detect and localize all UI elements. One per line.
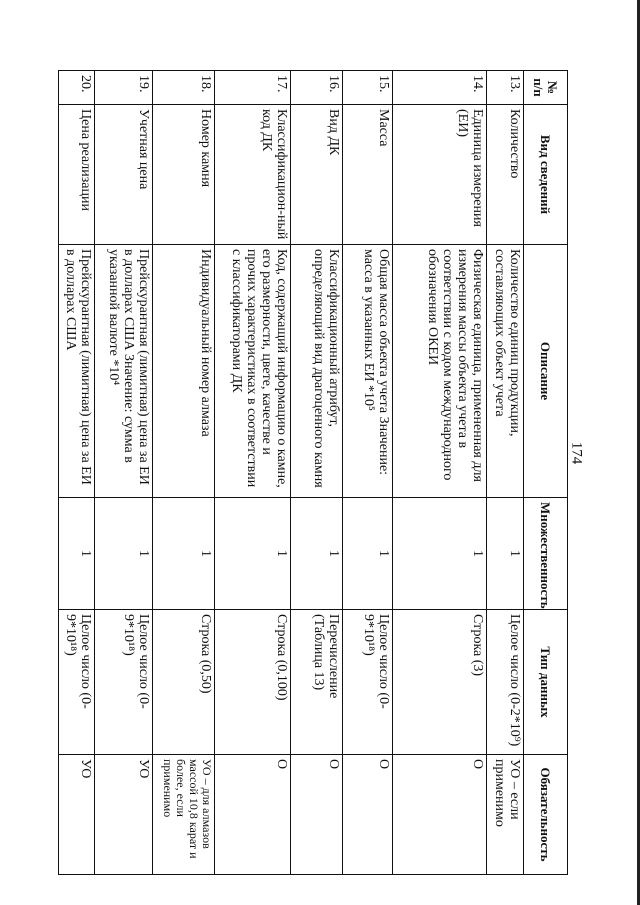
row-kind: Количество <box>487 105 524 245</box>
row-description: Прейскурантная (лимитная) цена за ЕИ в долларах США <box>59 245 95 498</box>
row-description: Прейскурантная (лимитная) цена за ЕИ в долларах США Значение: сумма в указанной валюте *10⁴ <box>95 245 153 498</box>
table-row <box>95 71 153 875</box>
row-kind: Цена реализации <box>59 105 95 245</box>
row-description: Количество единиц продукции, составляющих объект учета <box>487 245 524 498</box>
row-kind: Учетная цена <box>95 105 153 245</box>
row-multiplicity: 1 <box>59 498 95 610</box>
row-required: О <box>393 755 487 875</box>
row-num: 17. <box>215 71 291 105</box>
row-num: 18. <box>153 71 215 105</box>
row-required: О <box>215 755 291 875</box>
table-row <box>215 71 291 875</box>
row-multiplicity: 1 <box>291 498 343 610</box>
row-description: Физическая единица, примененная для измерения массы объекта учета в соответствии с кодом международного обозначения ОКЕИ <box>393 245 487 498</box>
rotated-table-container <box>63 70 568 874</box>
row-required: УО <box>59 755 95 875</box>
row-datatype: Целое число (0-9*10¹⁸) <box>95 610 153 755</box>
row-multiplicity: 1 <box>487 498 524 610</box>
data-table <box>58 70 568 875</box>
table-row <box>153 71 215 875</box>
row-num: 15. <box>343 71 393 105</box>
row-datatype: Строка (0,50) <box>153 610 215 755</box>
table-row <box>487 71 524 875</box>
header-kind: Вид сведений <box>524 105 568 245</box>
row-description: Индивидуальный номер алмаза <box>153 245 215 498</box>
row-required: О <box>343 755 393 875</box>
row-kind: Номер камня <box>153 105 215 245</box>
row-datatype: Строка (3) <box>393 610 487 755</box>
row-multiplicity: 1 <box>215 498 291 610</box>
header-num: № п/п <box>524 71 568 105</box>
row-kind: Масса <box>343 105 393 245</box>
row-datatype: Целое число (0-9*10¹⁸) <box>59 610 95 755</box>
row-datatype: Строка (0,100) <box>215 610 291 755</box>
row-kind: Единица измерения (ЕИ) <box>393 105 487 245</box>
table-header-row <box>524 71 568 875</box>
row-required: О <box>291 755 343 875</box>
row-datatype: Перечисление (Таблица 13) <box>291 610 343 755</box>
header-multiplicity: Множественность <box>524 498 568 610</box>
row-description: Классификационный атрибут, определяющий вид драгоценного камня <box>291 245 343 498</box>
header-required: Обязательность <box>524 755 568 875</box>
row-num: 14. <box>393 71 487 105</box>
row-description: Код, содержащий информацию о камне, его размерности, цвете, качестве и прочих характеристиках в соответствии с классификаторами ДК <box>215 245 291 498</box>
header-description: Описание <box>524 245 568 498</box>
row-num: 20. <box>59 71 95 105</box>
row-required: УО – для алмазов массой 10,8 карат и более, если применимо <box>153 755 215 875</box>
row-multiplicity: 1 <box>153 498 215 610</box>
row-description: Общая масса объекта учета Значение: масса в указанных ЕИ *10⁵ <box>343 245 393 498</box>
row-kind: Классификацион-ный код ДК <box>215 105 291 245</box>
row-datatype: Целое число (0-9*10¹⁸) <box>343 610 393 755</box>
table-row <box>59 71 95 875</box>
table-row <box>393 71 487 875</box>
table-row <box>343 71 393 875</box>
header-datatype: Тип данных <box>524 610 568 755</box>
row-multiplicity: 1 <box>343 498 393 610</box>
row-multiplicity: 1 <box>95 498 153 610</box>
page-number: 174 <box>568 441 585 465</box>
table-row <box>291 71 343 875</box>
row-kind: Вид ДК <box>291 105 343 245</box>
row-required: УО <box>95 755 153 875</box>
row-datatype: Целое число (0-2*10⁹) <box>487 610 524 755</box>
row-num: 19. <box>95 71 153 105</box>
row-multiplicity: 1 <box>393 498 487 610</box>
row-num: 13. <box>487 71 524 105</box>
row-num: 16. <box>291 71 343 105</box>
row-required: УО – если применимо <box>487 755 524 875</box>
